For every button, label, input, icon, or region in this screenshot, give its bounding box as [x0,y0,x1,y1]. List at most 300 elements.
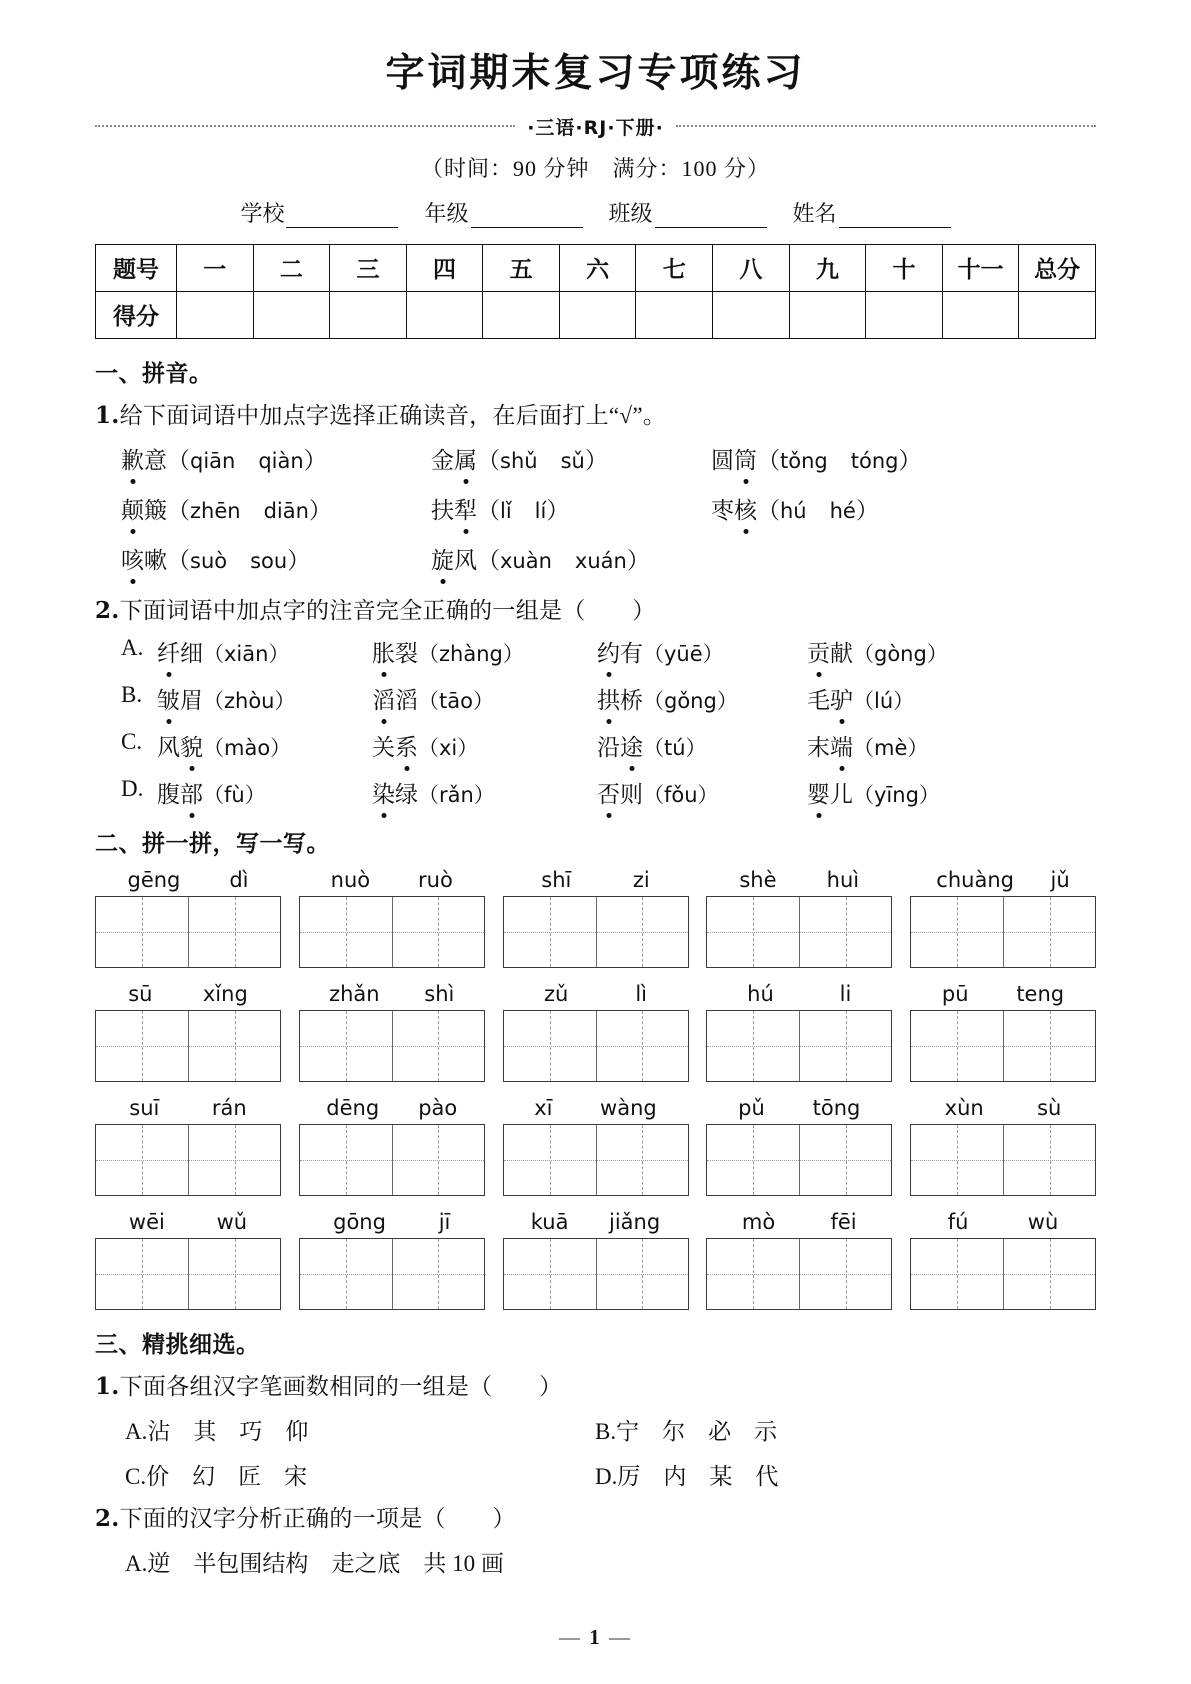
tianzige-box[interactable] [299,1124,485,1196]
tianzige-box[interactable] [95,1238,281,1310]
pinyin-syllable-1: zhǎn [329,981,380,1006]
tianzige-box[interactable] [95,896,281,968]
pinyin-syllable-2: wǔ [216,1209,248,1234]
writing-row [95,982,1096,1082]
pinyin-choice-row [121,442,1096,475]
tianzige-cell[interactable] [911,1239,1003,1309]
word-char: 细 [180,640,203,666]
dotted-char: 属 [454,442,477,475]
dotted-char: 途 [620,729,643,762]
pinyin: （fù） [203,782,266,807]
tianzige-cell[interactable] [707,1011,799,1081]
section-3-q1-options-row-2 [95,1458,1096,1491]
option-letter: A. [121,634,144,660]
pinyin-option-b[interactable]: hé [829,498,856,523]
tianzige-cell[interactable] [96,1011,188,1081]
writing-item [910,1096,1096,1196]
score-table-value-row [96,291,1096,338]
writing-pinyin [706,1210,892,1234]
section-1-q1-number: 1. [95,401,120,429]
writing-item [95,982,281,1082]
section-1-q2-text: 下面词语中加点字的注音完全正确的一组是（ ） [119,597,656,623]
writing-item [910,1210,1096,1310]
pinyin: （yūē） [643,641,724,666]
pinyin-option-a[interactable]: xuàn [500,548,552,573]
writing-item [503,982,689,1082]
pinyin: （gòng） [853,641,948,666]
subtitle-row [95,113,1096,140]
tianzige-cell[interactable] [392,897,484,967]
pinyin-syllable-1: shī [541,867,572,892]
tianzige-box[interactable] [95,1124,281,1196]
pinyin-syllable-1: kuā [530,1209,569,1234]
option-b[interactable] [595,1413,1065,1446]
tianzige-box[interactable] [503,1010,689,1082]
pinyin-syllable-2: jǔ [1050,867,1070,892]
tianzige-cell[interactable] [799,1011,891,1081]
pinyin: （lú） [853,688,915,713]
option-row-c[interactable] [121,729,1096,762]
word-char: 枣 [711,497,734,523]
score-col-1: 一 [177,244,254,291]
option-word [807,635,948,668]
pinyin-syllable-2: xǐng [202,981,248,1006]
tianzige-cell[interactable] [799,1239,891,1309]
writing-pinyin [706,982,892,1006]
pinyin: （fǒu） [643,782,719,807]
option-word [807,776,940,809]
score-cell-1[interactable] [177,291,254,338]
pinyin-syllable-2: lì [635,981,647,1006]
writing-pinyin [910,1096,1096,1120]
pinyin: （rǎn） [418,782,495,807]
option-word [807,682,914,715]
word-char: 风 [454,547,477,573]
option-chars: 宁 尔 必 示 [616,1418,778,1444]
writing-item [503,1210,689,1310]
tianzige-box[interactable] [910,896,1096,968]
tianzige-box[interactable] [910,1238,1096,1310]
tianzige-cell[interactable] [1003,1125,1095,1195]
pinyin-syllable-1: xùn [944,1095,984,1120]
pinyin-syllable-2: huì [826,867,860,892]
section-3-q2 [95,1500,1096,1533]
tianzige-cell[interactable] [188,1125,280,1195]
pinyin-option-b[interactable]: xuán [574,548,627,573]
writing-pinyin [299,868,485,892]
pinyin-syllable-1: wēi [128,1209,165,1234]
word-char: 献 [830,640,853,666]
section-1-q1-text: 给下面词语中加点字选择正确读音，在后面打上“√”。 [119,402,667,428]
tianzige-box[interactable] [299,1238,485,1310]
dotted-char: 婴 [807,776,830,809]
tianzige-box[interactable] [706,896,892,968]
option-word [597,776,807,809]
writing-pinyin [299,1210,485,1234]
tianzige-cell[interactable] [300,1239,392,1309]
tianzige-cell[interactable] [1003,1239,1095,1309]
word-char: 圆 [711,447,734,473]
dotted-char: 驴 [830,682,853,715]
option-a[interactable] [125,1545,595,1578]
option-word [372,729,597,762]
pinyin-syllable-2: jiǎng [609,1209,661,1234]
tianzige-box[interactable] [503,1238,689,1310]
word-char: 嗽 [144,547,167,573]
dotted-char: 咳 [121,542,144,575]
pinyin-choice-item[interactable]: 枣核（hú hé） [711,492,991,525]
score-table [95,244,1096,339]
score-col-4: 四 [406,244,483,291]
writing-pinyin [706,1096,892,1120]
pinyin-syllable-1: gēng [127,867,181,892]
field-name-label: 姓名 [792,200,837,226]
page-title: 字词期末复习专项练习 [385,50,806,96]
tianzige-cell[interactable] [188,1011,280,1081]
section-3-q1 [95,1368,1096,1401]
word-char: 风 [157,734,180,760]
pinyin-option-a[interactable]: tǒng [780,448,828,473]
pinyin-choice-item[interactable]: 扶犁（lǐ lí） [431,492,711,525]
section-1-heading: 一、拼音。 [95,360,213,387]
pinyin: （zhàng） [418,641,524,666]
tianzige-box[interactable] [503,896,689,968]
page-number: 1 [589,1625,602,1649]
exam-info: （时间：90 分钟 满分：100 分） [420,155,770,181]
tianzige-cell[interactable] [96,1125,188,1195]
tianzige-cell[interactable] [596,897,688,967]
section-3-q2-options-row-1 [95,1545,1096,1578]
writing-pinyin [95,868,281,892]
tianzige-cell[interactable] [300,897,392,967]
option-row-b[interactable] [121,682,1096,715]
score-cell-total[interactable] [1019,291,1096,338]
word-char: 簸 [144,497,167,523]
tianzige-cell[interactable] [911,897,1003,967]
writing-item [910,868,1096,968]
dotted-char: 贡 [807,635,830,668]
writing-item [299,1210,485,1310]
option-a[interactable] [125,1413,595,1446]
pinyin-option-a[interactable]: hú [780,498,807,523]
dotted-char: 皱 [157,682,180,715]
tianzige-cell[interactable] [596,1239,688,1309]
option-chars: 厉 内 某 代 [617,1463,779,1489]
pinyin-syllable-2: shì [424,981,455,1006]
pinyin-option-b[interactable]: qiàn [258,448,304,473]
pinyin-syllable-1: fú [947,1209,969,1234]
score-cell-4[interactable] [406,291,483,338]
tianzige-cell[interactable] [504,1011,596,1081]
writing-item [95,1210,281,1310]
pinyin-option-b[interactable]: sou [250,548,288,573]
section-3-q2-text: 下面的汉字分析正确的一项是（ ） [119,1505,516,1531]
pinyin-choice-item-empty [711,542,991,575]
section-3-q2-number: 2. [95,1504,120,1532]
writing-item [503,1096,689,1196]
dotted-char: 滔 [372,682,395,715]
tianzige-box[interactable] [706,1124,892,1196]
pinyin: （xiān） [203,641,290,666]
pinyin-syllable-1: pū [941,981,969,1006]
writing-item [706,982,892,1082]
section-1-q2 [95,592,1096,625]
field-grade-input[interactable] [471,205,583,228]
score-cell-11[interactable] [942,291,1019,338]
tianzige-cell[interactable] [707,1125,799,1195]
dotted-rule-left [95,125,515,127]
pinyin-choice-item[interactable]: 圆筒（tǒng tóng） [711,442,991,475]
tianzige-box[interactable] [299,1010,485,1082]
writing-grid-block [95,868,1096,1310]
score-cell-9[interactable] [789,291,866,338]
tianzige-box[interactable] [95,1010,281,1082]
footer-dash-left: — [559,1625,582,1649]
score-cell-10[interactable] [866,291,943,338]
tianzige-cell[interactable] [596,1125,688,1195]
score-table-row-label-2: 得分 [96,291,177,338]
pinyin-syllable-2: pào [418,1095,458,1120]
section-2-heading: 二、拼一拼，写一写。 [95,830,330,857]
writing-pinyin [910,868,1096,892]
option-chars: 价 幻 匠 宋 [146,1463,308,1489]
section-1-q1 [95,397,1096,430]
option-word [157,729,372,762]
tianzige-box[interactable] [503,1124,689,1196]
tianzige-cell[interactable] [96,1239,188,1309]
pinyin-syllable-2: ruò [418,867,453,892]
tianzige-cell[interactable] [188,1239,280,1309]
option-letter: C. [125,1463,147,1489]
word-char: 金 [431,447,454,473]
score-col-6: 六 [559,244,636,291]
field-grade-label: 年级 [424,200,469,226]
subtitle-text: ·三语·RJ·下册· [527,116,664,139]
tianzige-cell[interactable] [799,897,891,967]
writing-item [95,1096,281,1196]
writing-item [299,1096,485,1196]
pinyin-syllable-2: dì [229,867,249,892]
option-word [372,635,597,668]
score-cell-7[interactable] [636,291,713,338]
tianzige-cell[interactable] [1003,897,1095,967]
pinyin-syllable-2: fēi [830,1209,857,1234]
tianzige-box[interactable] [706,1010,892,1082]
dotted-char: 颠 [121,492,144,525]
option-word [372,776,597,809]
section-3-q1-text: 下面各组汉字笔画数相同的一组是（ ） [119,1373,563,1399]
pinyin-option-b[interactable]: sǔ [560,448,585,473]
option-letter: C. [121,728,143,754]
pinyin-choice-item[interactable]: 咳嗽（suò sou） [121,542,431,575]
word-char: 滔 [395,687,418,713]
pinyin-syllable-2: jī [438,1209,451,1234]
student-info-row [95,197,1096,228]
tianzige-box[interactable] [910,1124,1096,1196]
section-3-q1-options-row-1 [95,1413,1096,1446]
pinyin-syllable-1: nuò [330,867,371,892]
tianzige-box[interactable] [299,896,485,968]
pinyin-option-b[interactable]: tóng [850,448,899,473]
option-d[interactable] [595,1458,1065,1491]
pinyin-syllable-1: mò [741,1209,776,1234]
dotted-char: 染 [372,776,395,809]
score-cell-2[interactable] [253,291,330,338]
option-letter: A. [125,1418,148,1444]
word-char: 扶 [431,497,454,523]
tianzige-box[interactable] [910,1010,1096,1082]
field-school-input[interactable] [286,205,398,228]
pinyin-choice-item[interactable]: 颠簸（zhēn diān） [121,492,431,525]
writing-item [299,868,485,968]
dotted-char: 胀 [372,635,395,668]
pinyin-syllable-2: zi [632,867,650,892]
pinyin-choice-item[interactable]: 金属（shǔ sǔ） [431,442,711,475]
option-row-d[interactable] [121,776,1096,809]
pinyin-syllable-2: li [839,981,852,1006]
writing-pinyin [299,1096,485,1120]
score-cell-6[interactable] [559,291,636,338]
pinyin-choice-row [121,542,1096,575]
pinyin: （yīng） [853,782,940,807]
option-word [157,776,372,809]
field-class [609,197,767,228]
word-char: 儿 [830,781,853,807]
pinyin-syllable-1: pǔ [738,1095,765,1120]
writing-pinyin [95,1096,281,1120]
word-char: 桥 [620,687,643,713]
word-char: 腹 [157,781,180,807]
writing-pinyin [910,1210,1096,1234]
word-char: 沿 [597,734,620,760]
tianzige-cell[interactable] [188,897,280,967]
tianzige-cell[interactable] [1003,1011,1095,1081]
pinyin-syllable-2: rán [211,1095,247,1120]
field-grade [424,197,582,228]
writing-pinyin [503,1210,689,1234]
pinyin: （zhòu） [203,688,296,713]
tianzige-cell[interactable] [799,1125,891,1195]
option-c[interactable] [125,1458,595,1491]
dotted-char: 貌 [180,729,203,762]
score-col-3: 三 [330,244,407,291]
section-1-q2-number: 2. [95,596,120,624]
tianzige-cell[interactable] [504,897,596,967]
writing-row [95,1210,1096,1310]
field-school-label: 学校 [240,200,285,226]
pinyin-syllable-1: xī [534,1095,553,1120]
tianzige-cell[interactable] [392,1239,484,1309]
score-cell-8[interactable] [713,291,790,338]
pinyin-option-a[interactable]: suò [190,548,228,573]
pinyin-choice-grid [95,442,1096,575]
dotted-char: 系 [395,729,418,762]
pinyin: （xi） [418,735,479,760]
option-letter: B. [121,681,143,707]
score-cell-3[interactable] [330,291,407,338]
score-col-2: 二 [253,244,330,291]
tianzige-cell[interactable] [911,1125,1003,1195]
tianzige-cell[interactable] [504,1239,596,1309]
option-row-a[interactable] [121,635,1096,668]
pinyin-option-a[interactable]: zhēn [190,498,241,523]
option-word [807,729,928,762]
writing-pinyin [503,1096,689,1120]
writing-pinyin [503,982,689,1006]
pinyin-syllable-2: wàng [600,1095,657,1120]
tianzige-cell[interactable] [911,1011,1003,1081]
writing-item [706,1096,892,1196]
tianzige-cell[interactable] [392,1125,484,1195]
tianzige-box[interactable] [706,1238,892,1310]
pinyin-option-b[interactable]: lí [534,498,547,523]
tianzige-cell[interactable] [300,1011,392,1081]
pinyin-syllable-1: sū [128,981,153,1006]
tianzige-cell[interactable] [96,897,188,967]
option-text: 逆 半包围结构 走之底 共 10 画 [147,1550,504,1576]
word-char: 毛 [807,687,830,713]
option-chars: 沾 其 巧 仰 [147,1418,309,1444]
section-3-q1-number: 1. [95,1372,120,1400]
score-table-row-label-1: 题号 [96,244,177,291]
writing-item [910,982,1096,1082]
pinyin-option-a[interactable]: qiān [190,448,236,473]
option-word [597,635,807,668]
pinyin-syllable-2: tōng [812,1095,861,1120]
dotted-char: 端 [830,729,853,762]
writing-item [299,982,485,1082]
tianzige-cell[interactable] [504,1125,596,1195]
score-col-10: 十 [866,244,943,291]
field-name-input[interactable] [839,205,951,228]
tianzige-cell[interactable] [707,1239,799,1309]
section-3-heading: 三、精挑细选。 [95,1331,260,1358]
tianzige-cell[interactable] [596,1011,688,1081]
footer-dash-right: — [609,1625,632,1649]
pinyin-choice-item[interactable]: 歉意（qiān qiàn） [121,442,431,475]
tianzige-cell[interactable] [392,1011,484,1081]
option-letter: D. [595,1463,618,1489]
option-word [597,729,807,762]
score-cell-5[interactable] [483,291,560,338]
word-char: 裂 [395,640,418,666]
field-class-label: 班级 [608,200,653,226]
pinyin-syllable-1: zǔ [543,981,569,1006]
field-class-input[interactable] [655,205,767,228]
pinyin-option-a[interactable]: shǔ [500,448,538,473]
pinyin-choice-item[interactable]: 旋风（xuàn xuán） [431,542,711,575]
dotted-char: 旋 [431,542,454,575]
pinyin-syllable-2: wù [1027,1209,1059,1234]
tianzige-cell[interactable] [707,897,799,967]
tianzige-cell[interactable] [300,1125,392,1195]
word-char: 则 [620,781,643,807]
pinyin-syllable-1: dēng [326,1095,380,1120]
pinyin-choice-row [121,492,1096,525]
dotted-char: 歉 [121,442,144,475]
word-char: 关 [372,734,395,760]
dotted-char: 拱 [597,682,620,715]
pinyin-option-a[interactable]: lǐ [500,498,512,523]
pinyin-option-b[interactable]: diān [263,498,309,523]
dotted-char: 筒 [734,442,757,475]
word-char: 绿 [395,781,418,807]
score-col-9: 九 [789,244,866,291]
option-word [597,682,807,715]
pinyin-syllable-1: shè [739,867,777,892]
option-letter: A. [125,1550,148,1576]
writing-item [706,868,892,968]
